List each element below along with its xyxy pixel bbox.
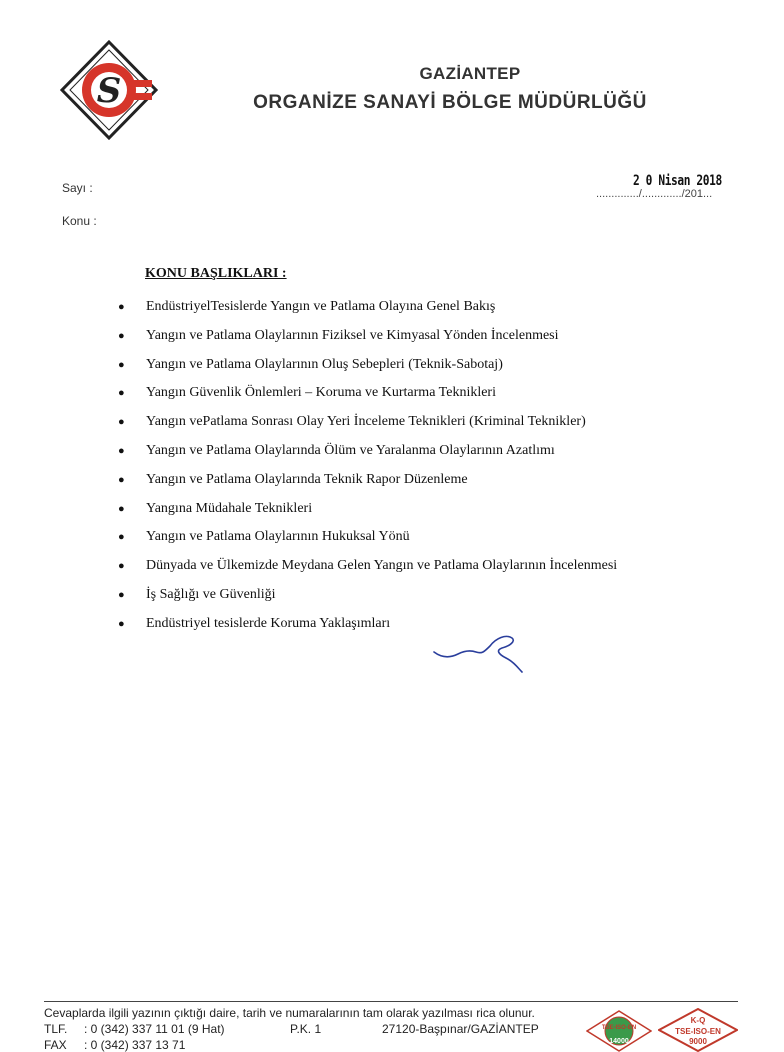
list-item-text: EndüstriyelTesislerde Yangın ve Patlama Olayına Genel Bakış (146, 299, 496, 314)
bullet-icon: ● (118, 588, 125, 601)
list-item-text: Yangına Müdahale Teknikleri (146, 500, 313, 516)
topics-title: KONU BAŞLIKLARI : (145, 266, 287, 281)
list-item (118, 351, 758, 380)
bullet-icon: ● (118, 531, 125, 544)
list-item (118, 581, 758, 610)
konu-label: Konu : (62, 214, 97, 228)
date-placeholder: ............../............./201... (596, 188, 713, 200)
list-item-text: Yangın ve Patlama Olaylarında Ölüm ve Yaralanma Olaylarının Azatlımı (146, 442, 555, 458)
cert1-text: TSE-ISO-EN (601, 1025, 637, 1031)
date-stamp: 2 0 Nisan 2018 (633, 173, 722, 189)
footer-pk: P.K. 1 (290, 1022, 322, 1036)
bullet-icon: ● (118, 473, 125, 486)
list-item-text: Yangın ve Patlama Olaylarında Teknik Rapor Düzenleme (146, 471, 468, 487)
bullet-icon: ● (118, 444, 125, 457)
bullet-icon: ● (118, 387, 125, 400)
bullet-icon: ● (118, 560, 125, 573)
header-organization: ORGANİZE SANAYİ BÖLGE MÜDÜRLÜĞÜ (253, 92, 647, 113)
list-item-text: Yangın Güvenlik Önlemleri – Koruma ve Kurtarma Teknikleri (146, 385, 496, 401)
cert2-text: TSE-ISO-EN (675, 1027, 721, 1036)
bullet-icon: ● (118, 502, 125, 515)
topics-list (118, 293, 758, 639)
footer-tel-value: : 0 (342) 337 11 01 (9 Hat) (84, 1022, 225, 1036)
list-item (118, 466, 758, 495)
bullet-icon: ● (118, 617, 125, 630)
list-item (118, 379, 758, 408)
list-item (118, 408, 758, 437)
cert1-number: 14000 (609, 1038, 629, 1045)
footer-address: 27120-Başpınar/GAZİANTEP (382, 1022, 539, 1036)
cert2-top: K-Q (690, 1016, 706, 1025)
list-item-text: Yangın ve Patlama Olaylarının Fiziksel ve Kimyasal Yönden İncelenmesi (146, 327, 559, 343)
list-item (118, 523, 758, 552)
osb-s-logo-icon (60, 40, 158, 140)
sayi-label: Sayı : (62, 181, 93, 195)
footer-divider (44, 1001, 738, 1002)
list-item-text: Endüstriyel tesislerde Koruma Yaklaşımları (146, 615, 391, 631)
bullet-icon: ● (118, 329, 125, 342)
tse-iso-9000-icon (658, 1008, 738, 1052)
footer-notice: Cevaplarda ilgili yazının çıktığı daire, tarih ve numaralarının tam olarak yazılması rica olunur. (44, 1006, 535, 1020)
footer-fax-value: : 0 (342) 337 13 71 (84, 1038, 186, 1052)
list-item (118, 322, 758, 351)
list-item-text: İş Sağlığı ve Güvenliği (146, 586, 276, 602)
header-city: GAZİANTEP (419, 64, 521, 83)
bullet-icon: ● (118, 358, 125, 371)
svg-text:S: S (96, 71, 122, 111)
list-item (118, 437, 758, 466)
signature (430, 628, 530, 676)
list-item (118, 552, 758, 581)
list-item (118, 293, 758, 322)
list-item-text: Dünyada ve Ülkemizde Meydana Gelen Yangın ve Patlama Olaylarının İncelenmesi (146, 558, 618, 574)
list-item-text: Yangın vePatlama Sonrası Olay Yeri İnceleme Teknikleri (Kriminal Teknikler) (146, 414, 586, 430)
cert2-number: 9000 (689, 1037, 707, 1046)
bullet-icon: ● (118, 416, 125, 429)
list-item-text: Yangın ve Patlama Olaylarının Hukuksal Yönü (146, 529, 410, 545)
footer-fax-label: FAX (44, 1038, 67, 1052)
tse-iso-14000-icon (586, 1010, 652, 1052)
bullet-icon: ● (118, 301, 125, 313)
footer-tel-label: TLF. (44, 1022, 68, 1036)
list-item-text: Yangın ve Patlama Olaylarının Oluş Sebepleri (Teknik-Sabotaj) (146, 356, 503, 372)
list-item (118, 495, 758, 524)
